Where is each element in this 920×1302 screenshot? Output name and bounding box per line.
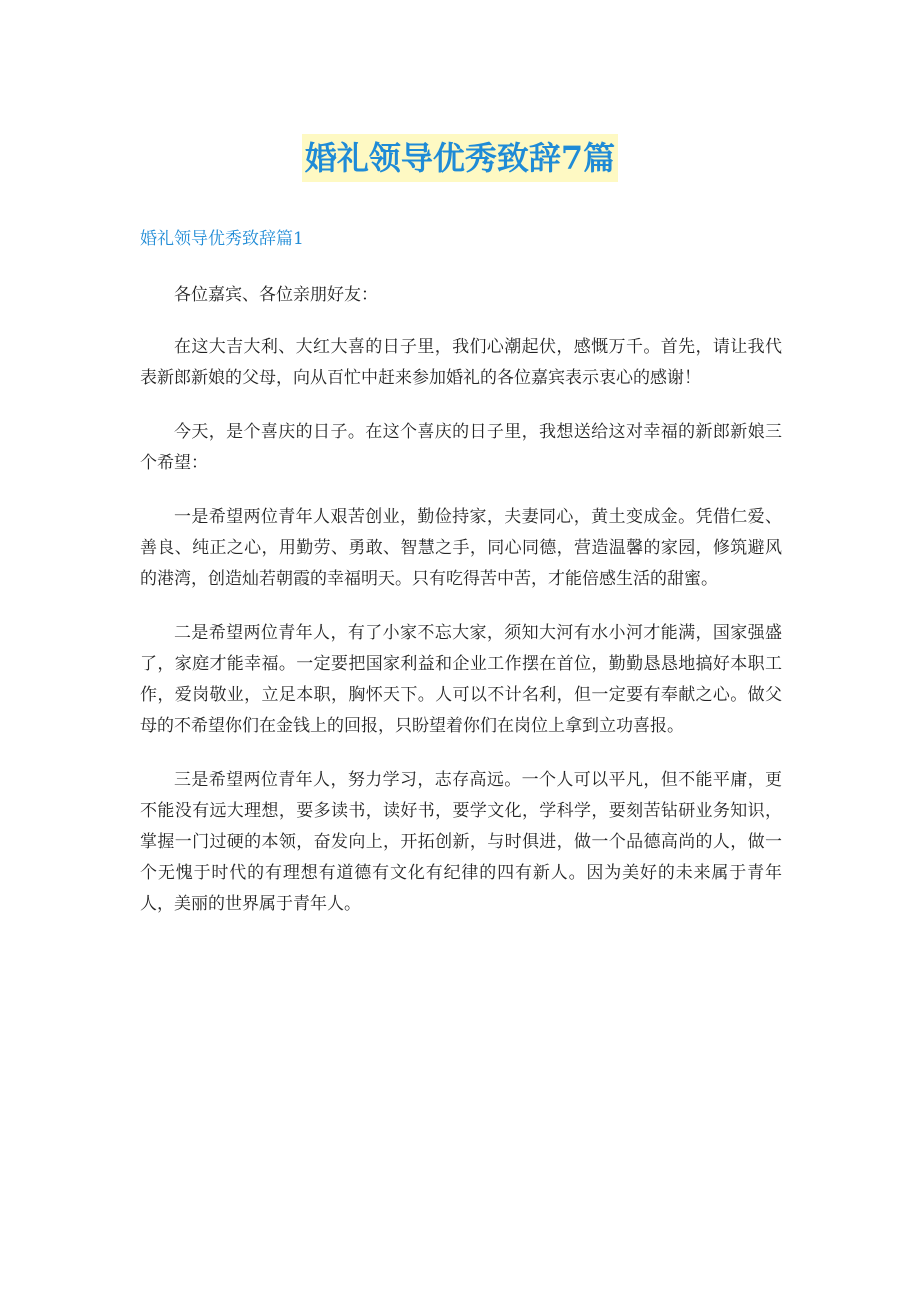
paragraph-wish-one: 一是希望两位青年人艰苦创业，勤俭持家，夫妻同心，黄土变成金。凭借仁爱、善良、纯正之心，用勤劳、勇敢、智慧之手，同心同德，营造温馨的家园，修筑避风的港湾，创造灿若朝霞的幸福明天。只有吃得苦中苦，才能倍感生活的甜蜜。 <box>140 507 782 589</box>
document-body <box>140 280 782 943</box>
section-heading: 婚礼领导优秀致辞篇1 <box>140 229 304 249</box>
paragraph-wish-three: 三是希望两位青年人，努力学习，志存高远。一个人可以平凡，但不能平庸，更不能没有远大理想，要多读书，读好书，要学文化，学科学，要刻苦钻研业务知识，掌握一门过硬的本领，奋发向上，开拓创新，与时俱进，做一个品德高尚的人，做一个无愧于时代的有理想有道德有文化有纪律的四有新人。因为美好的未来属于青年人，美丽的世界属于青年人。 <box>140 770 782 914</box>
paragraph-thanks: 在这大吉大利、大红大喜的日子里，我们心潮起伏，感慨万千。首先，请让我代表新郎新娘的父母，向从百忙中赶来参加婚礼的各位嘉宾表示衷心的感谢！ <box>140 337 782 388</box>
paragraph-greeting: 各位嘉宾、各位亲朋好友： <box>174 285 378 305</box>
paragraph-intro-wishes: 今天，是个喜庆的日子。在这个喜庆的日子里，我想送给这对幸福的新郎新娘三个希望： <box>140 422 782 473</box>
title-container <box>0 134 920 182</box>
paragraph-wish-two: 二是希望两位青年人，有了小家不忘大家，须知大河有水小河才能满，国家强盛了，家庭才能幸福。一定要把国家利益和企业工作摆在首位，勤勤恳恳地搞好本职工作，爱岗敬业，立足本职，胸怀天下。人可以不计名利，但一定要有奉献之心。做父母的不希望你们在金钱上的回报，只盼望着你们在岗位上拿到立功喜报。 <box>140 623 782 736</box>
document-title: 婚礼领导优秀致辞7篇 <box>302 134 618 182</box>
